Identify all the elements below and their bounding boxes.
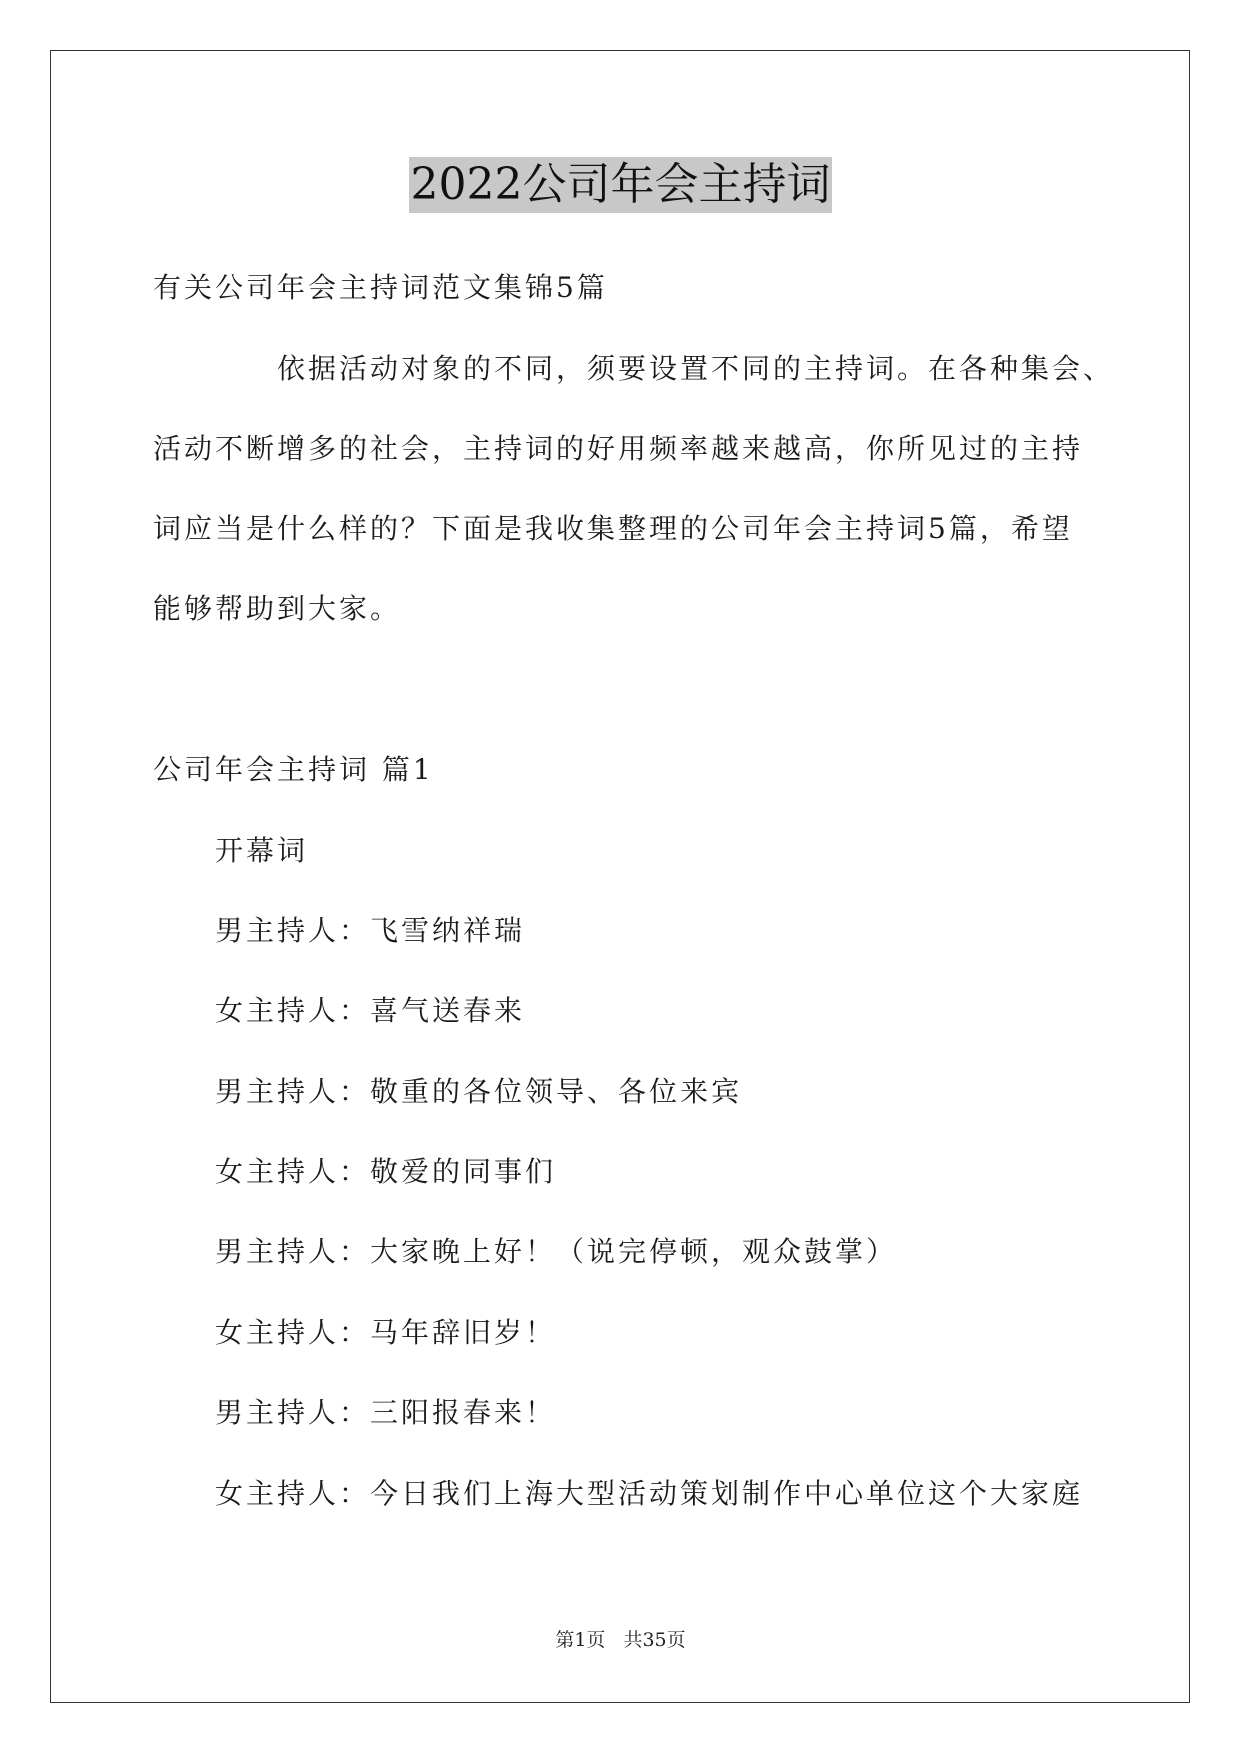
page-number-total: 共35页	[623, 1629, 686, 1651]
dialog-line: 女主持人：喜气送春来	[215, 994, 526, 1027]
opening-label: 开幕词	[215, 834, 309, 867]
dialog-line: 男主持人：三阳报春来！	[215, 1396, 557, 1429]
dialog-line: 男主持人：敬重的各位领导、各位来宾	[215, 1075, 743, 1108]
title-container	[0, 157, 1241, 213]
dialog-line: 女主持人：敬爱的同事们	[215, 1155, 557, 1188]
intro-line-3: 词应当是什么样的？下面是我收集整理的公司年会主持词5篇，希望	[153, 512, 1073, 545]
document-title: 2022公司年会主持词	[409, 157, 833, 213]
dialog-line: 男主持人：飞雪纳祥瑞	[215, 914, 526, 947]
page-footer	[0, 1625, 1241, 1652]
document-subtitle: 有关公司年会主持词范文集锦5篇	[153, 271, 608, 304]
dialog-line: 女主持人：今日我们上海大型活动策划制作中心单位这个大家庭	[215, 1477, 1084, 1510]
section-heading: 公司年会主持词 篇1	[153, 753, 434, 786]
intro-line-1: 依据活动对象的不同，须要设置不同的主持词。在各种集会、	[277, 352, 1115, 385]
dialog-line: 女主持人：马年辞旧岁！	[215, 1316, 557, 1349]
page-number-current: 第1页	[555, 1629, 606, 1651]
intro-line-4: 能够帮助到大家。	[153, 592, 402, 625]
dialog-line: 男主持人：大家晚上好！（说完停顿，观众鼓掌）	[215, 1235, 898, 1268]
intro-line-2: 活动不断增多的社会，主持词的好用频率越来越高，你所见过的主持	[153, 432, 1084, 465]
